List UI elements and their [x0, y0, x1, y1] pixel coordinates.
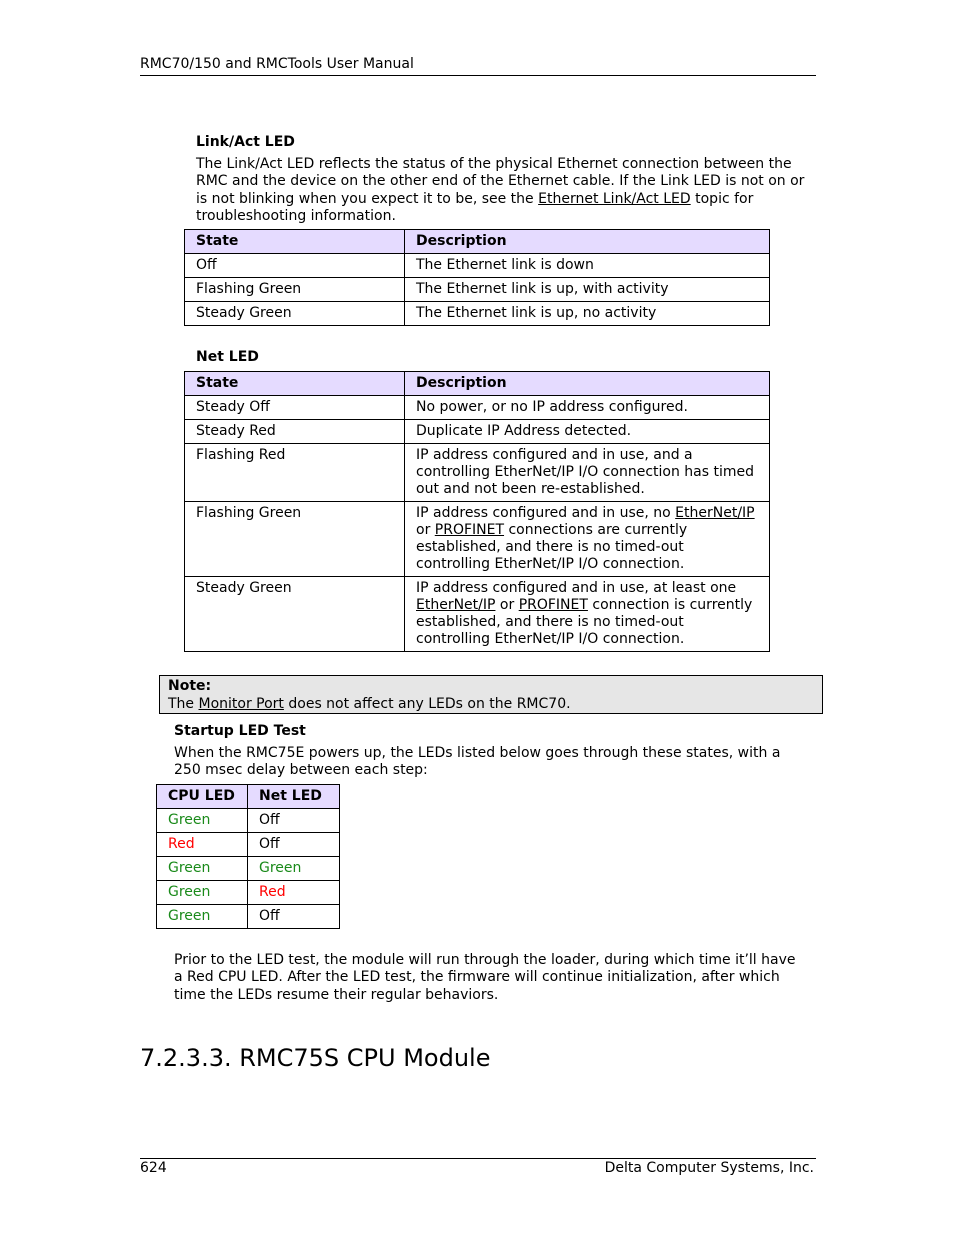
cpu-led-cell: Green	[157, 857, 248, 881]
netled-table	[184, 371, 770, 652]
page-number: 624	[140, 1160, 167, 1176]
linkact-para-text-end: topic for troubleshooting information.	[196, 190, 754, 224]
cpu-led-cell: Red	[157, 833, 248, 857]
description-cell	[405, 502, 770, 577]
ethernet-ip-link[interactable]: EtherNet/IP	[675, 505, 755, 521]
linkact-para-text: The Link/Act LED reflects the status of the physical Ethernet connection between the RMC and the device on the other end of the Ethernet cable. If the Link LED is not on or is not blinking when you expect it to be, see the	[196, 156, 805, 207]
net-led-cell: Off	[248, 833, 340, 857]
description-text: or	[495, 597, 519, 613]
description-cell: Duplicate IP Address detected.	[405, 420, 770, 444]
description-cell: IP address configured and in use, and a controlling EtherNet/IP I/O connection has timed out and not been re-established.	[405, 444, 770, 502]
section-title: 7.2.3.3. RMC75S CPU Module	[140, 1044, 491, 1072]
description-cell: The Ethernet link is up, no activity	[405, 302, 770, 326]
note-text-start: The	[168, 695, 199, 712]
column-header-state: State	[185, 372, 405, 396]
profinet-link[interactable]: PROFINET	[518, 597, 588, 613]
monitor-port-link[interactable]: Monitor Port	[198, 695, 284, 712]
column-header-description: Description	[405, 372, 770, 396]
linkact-table	[184, 229, 770, 326]
cpu-led-cell: Green	[157, 881, 248, 905]
ethernet-ip-link[interactable]: EtherNet/IP	[416, 597, 496, 613]
footer-company: Delta Computer Systems, Inc.	[604, 1160, 814, 1176]
footer-rule	[140, 1158, 816, 1159]
description-cell: No power, or no IP address configured.	[405, 396, 770, 420]
description-text: or	[416, 522, 435, 538]
state-cell: Flashing Green	[185, 278, 405, 302]
net-led-cell: Off	[248, 905, 340, 929]
table-row	[157, 905, 340, 929]
state-cell: Steady Green	[185, 302, 405, 326]
description-cell: The Ethernet link is down	[405, 254, 770, 278]
netled-heading: Net LED	[196, 349, 259, 365]
description-text: connections are currently established, and there is no timed-out controlling EtherNet/IP I/O connection.	[416, 522, 688, 572]
table-row	[185, 577, 770, 652]
table-row	[185, 420, 770, 444]
header-rule	[140, 75, 816, 76]
net-led-cell: Green	[248, 857, 340, 881]
table-row	[157, 833, 340, 857]
page-header-title: RMC70/150 and RMCTools User Manual	[140, 56, 414, 72]
note-text-end: does not affect any LEDs on the RMC70.	[283, 695, 571, 712]
startup-led-table	[156, 784, 340, 929]
ethernet-link-act-led-link[interactable]: Ethernet Link/Act LED	[538, 190, 691, 207]
description-cell: The Ethernet link is up, with activity	[405, 278, 770, 302]
linkact-heading: Link/Act LED	[196, 134, 295, 150]
after-test-paragraph	[174, 952, 806, 1004]
startup-para-text: When the RMC75E powers up, the LEDs listed below goes through these states, with a 250 msec delay between each step:	[174, 745, 781, 779]
description-text: IP address configured and in use, no	[416, 505, 676, 521]
table-row	[185, 302, 770, 326]
table-row	[185, 396, 770, 420]
net-led-cell: Red	[248, 881, 340, 905]
note-text	[168, 696, 571, 714]
startup-paragraph	[174, 745, 804, 780]
profinet-link[interactable]: PROFINET	[434, 522, 505, 538]
state-cell: Flashing Red	[185, 444, 405, 502]
net-led-cell: Off	[248, 809, 340, 833]
note-box	[159, 675, 823, 714]
linkact-paragraph	[196, 156, 818, 225]
column-header-cpu-led: CPU LED	[157, 785, 248, 809]
cpu-led-cell: Green	[157, 905, 248, 929]
after-test-text: Prior to the LED test, the module will run through the loader, during which time it’ll have a Red CPU LED. After the LED test, the firmware will continue initialization, after which time the LEDs resume their regular behaviors.	[174, 952, 796, 1003]
column-header-description: Description	[405, 230, 770, 254]
cpu-led-cell: Green	[157, 809, 248, 833]
description-text: connection is currently established, and there is no timed-out controlling EtherNet/IP I/O connection.	[416, 597, 753, 647]
note-label: Note:	[168, 678, 212, 694]
column-header-state: State	[185, 230, 405, 254]
table-row	[185, 444, 770, 502]
table-row	[157, 881, 340, 905]
state-cell: Steady Off	[185, 396, 405, 420]
table-row	[185, 502, 770, 577]
table-row	[157, 809, 340, 833]
description-cell	[405, 577, 770, 652]
state-cell: Off	[185, 254, 405, 278]
state-cell: Flashing Green	[185, 502, 405, 577]
table-row	[185, 278, 770, 302]
table-row	[185, 254, 770, 278]
description-text: IP address configured and in use, at least one	[416, 580, 737, 596]
column-header-net-led: Net LED	[248, 785, 340, 809]
state-cell: Steady Green	[185, 577, 405, 652]
table-row	[157, 857, 340, 881]
startup-heading: Startup LED Test	[174, 723, 306, 739]
state-cell: Steady Red	[185, 420, 405, 444]
